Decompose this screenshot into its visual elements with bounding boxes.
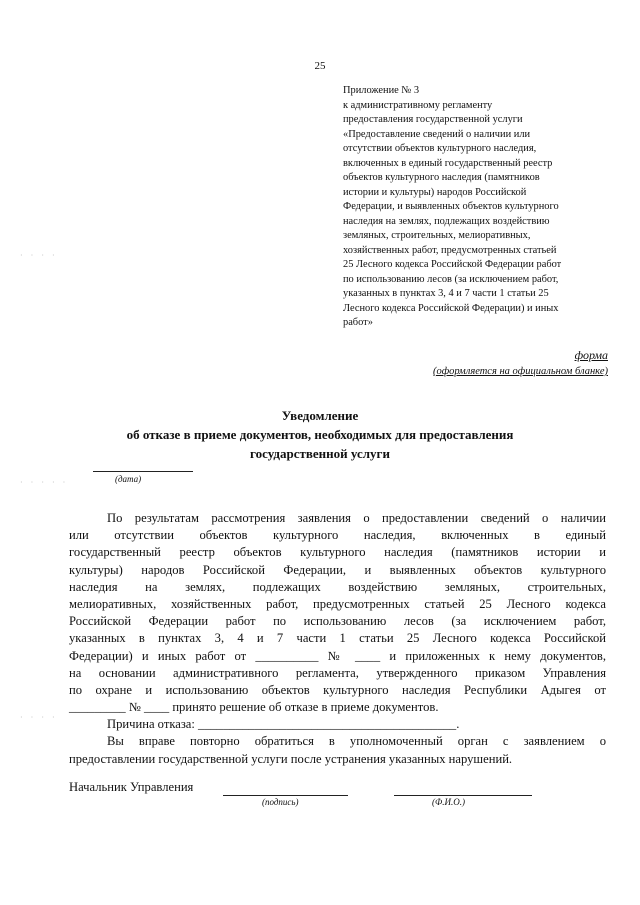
- body-line: _________ № ____ принято решение об отказе в приеме документов.: [69, 700, 439, 715]
- form-label: форма: [574, 348, 608, 362]
- signer-title: Начальник Управления: [69, 780, 194, 794]
- appendix-line: отсутствии объектов культурного наследия,: [343, 143, 537, 154]
- repeat-notice-line: предоставлении государственной услуги после устранения указанных нарушений.: [69, 751, 513, 766]
- body-line: Российской Федерации работ по использованию лесов (за исключением работ,: [69, 614, 606, 629]
- body-line: государственный реестр объектов культурного наследия (памятников истории и: [69, 545, 606, 560]
- signature-label: (подпись): [262, 797, 299, 807]
- scan-artifact: · · · ·: [20, 251, 58, 260]
- scan-artifact: · · · ·: [20, 713, 58, 722]
- appendix-header: [343, 84, 613, 331]
- date-line: [93, 471, 193, 472]
- notice-body: [69, 510, 606, 768]
- appendix-line: 25 Лесного кодекса Российской Федерации работ: [343, 259, 562, 270]
- repeat-notice-line: Вы вправе повторно обратиться в уполномоченный орган с заявлением о: [107, 734, 606, 749]
- appendix-line: наследия на землях, подлежащих воздействию: [343, 215, 550, 227]
- signature-line: [223, 795, 348, 796]
- document-subtitle: государственной услуги: [250, 446, 390, 461]
- date-label: (дата): [115, 474, 142, 484]
- appendix-line: хозяйственных работ, предусмотренных статьей: [343, 244, 557, 256]
- appendix-line: указанных в пунктах 3, 4 и 7 части 1 статьи 25: [343, 288, 549, 299]
- body-line: наследия на землях, подлежащих воздействию земляных, строительных,: [69, 579, 606, 594]
- appendix-line: Приложение № 3: [343, 85, 420, 96]
- body-line: указанных в пунктах 3, 4 и 7 части 1 статьи 25 Лесного кодекса Российской: [69, 631, 606, 646]
- document-title: Уведомление: [281, 408, 359, 423]
- scan-artifact: · · · · ·: [20, 478, 69, 487]
- body-line: по охране и использованию объектов культурного наследия Республики Адыгея от: [69, 682, 606, 697]
- name-label: (Ф.И.О.): [432, 797, 465, 807]
- document-subtitle: об отказе в приеме документов, необходимых для предоставления: [126, 427, 514, 442]
- appendix-line: предоставления государственной услуги: [343, 114, 523, 125]
- body-line: Федерации) и иных работ от __________ № ____ и приложенных к нему документов,: [69, 648, 606, 663]
- body-line: культуры) народов Российской Федерации, и выявленных объектов культурного: [69, 562, 606, 577]
- form-note: (оформляется на официальном бланке): [433, 366, 608, 377]
- appendix-line: «Предоставление сведений о наличии или: [343, 128, 531, 140]
- appendix-line: объектов культурного наследия (памятников: [343, 172, 540, 183]
- appendix-line: к административному регламенту: [343, 99, 493, 111]
- appendix-line: истории и культуры) народов Российской: [343, 186, 527, 198]
- refusal-reason: Причина отказа: _________________________________________.: [107, 717, 460, 732]
- body-line: мелиоративных, хозяйственных работ, предусмотренных статьей 25 Лесного кодекса: [69, 596, 606, 611]
- appendix-line: Лесного кодекса Российской Федерации) и иных: [343, 302, 559, 314]
- body-line: на основании административного регламента, утвержденного приказом Управления: [69, 665, 606, 680]
- body-line: По результатам рассмотрения заявления о предоставлении сведений о наличии: [107, 511, 606, 525]
- appendix-line: Федерации, и выявленных объектов культурного: [343, 201, 559, 212]
- appendix-line: включенных в единый государственный реестр: [343, 157, 553, 169]
- appendix-line: по использованию лесов (за исключением работ,: [343, 273, 559, 285]
- body-line: или отсутствии объектов культурного наследия, включенных в единый: [69, 528, 606, 543]
- appendix-line: земляных, строительных, мелиоративных,: [343, 230, 531, 241]
- appendix-line: работ»: [343, 317, 373, 328]
- page-number: 25: [314, 60, 326, 72]
- name-line: [394, 795, 532, 796]
